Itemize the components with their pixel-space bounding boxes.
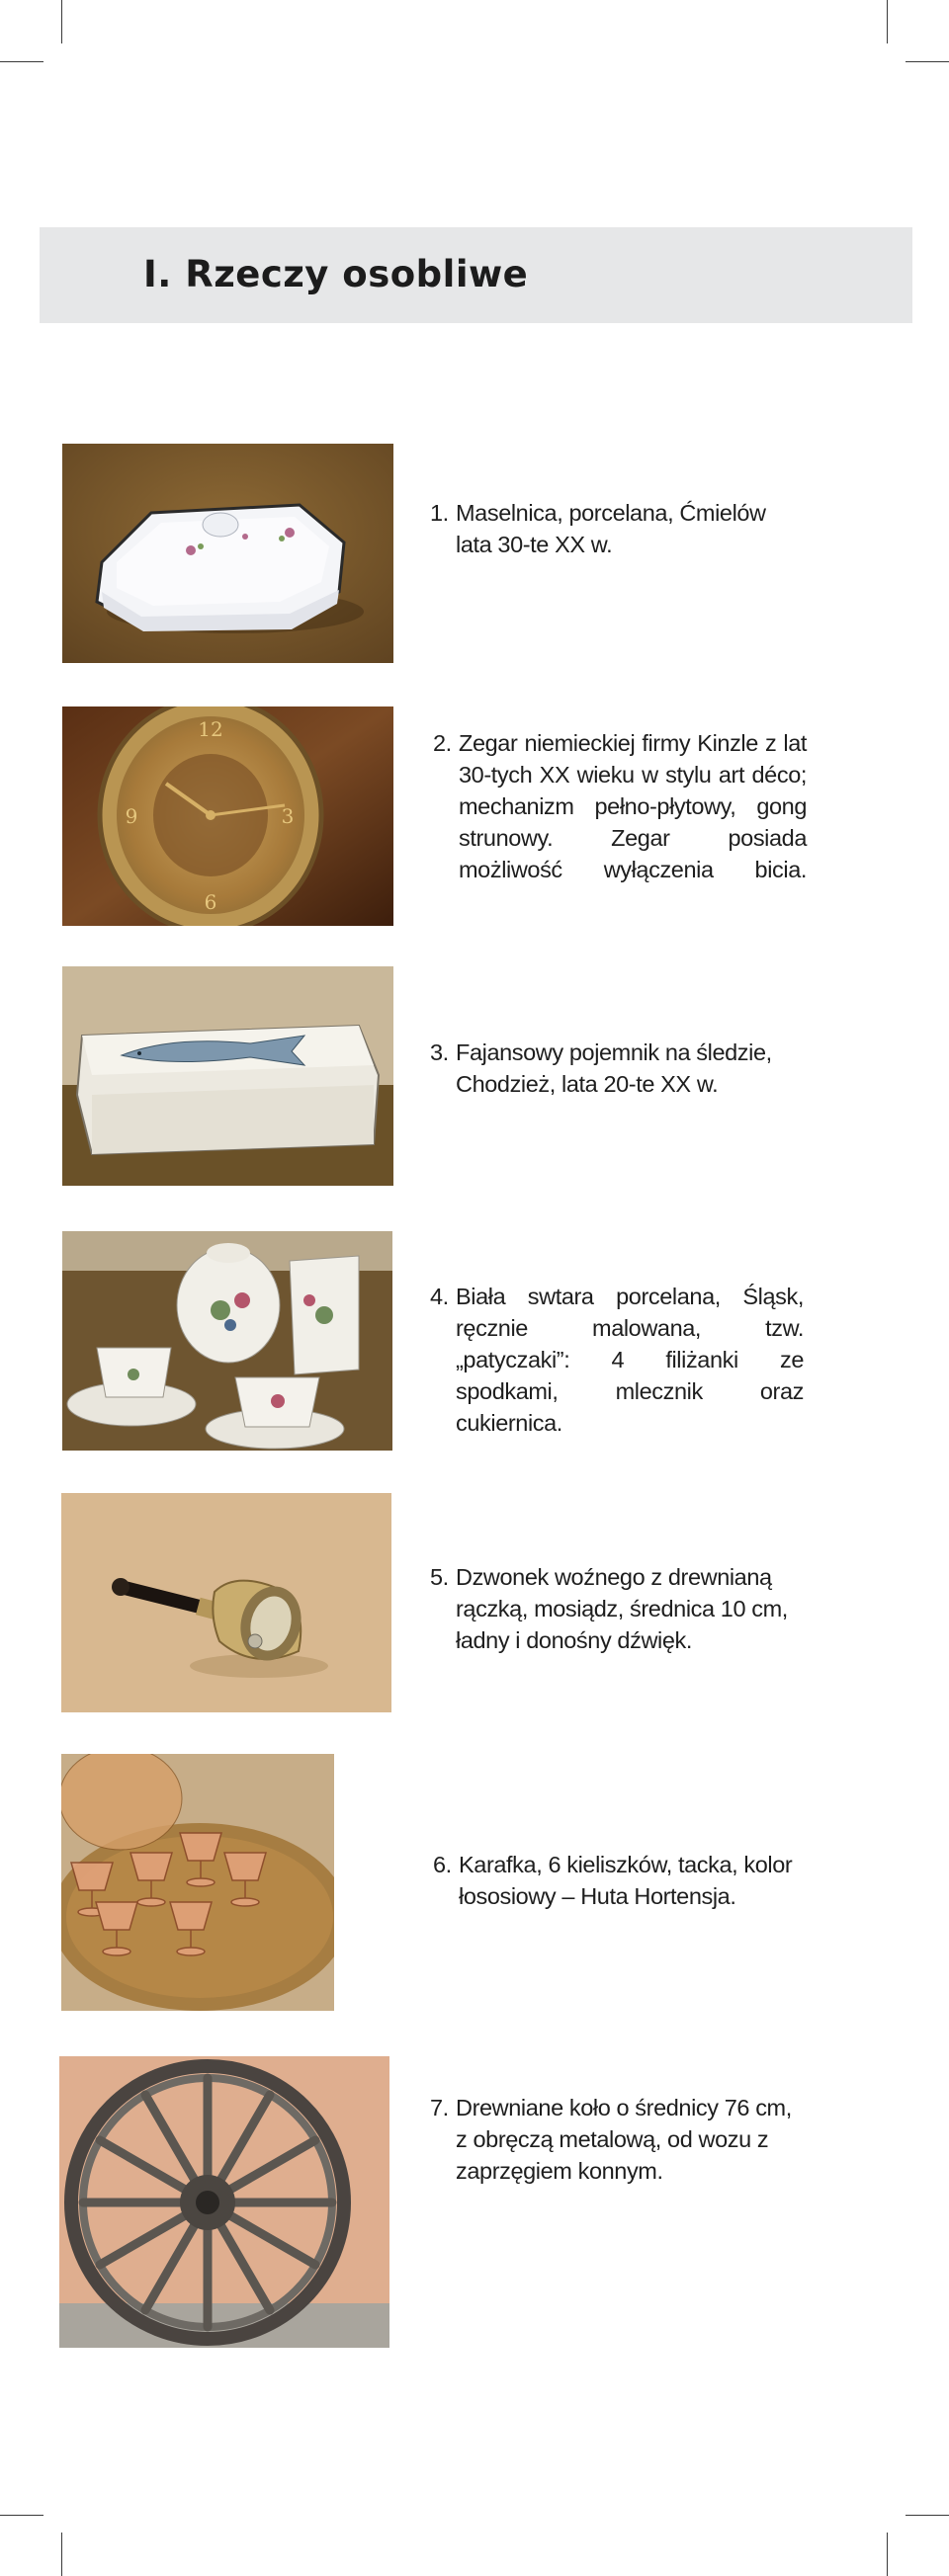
crop-mark (887, 2533, 888, 2576)
item-number: 1. (430, 500, 449, 526)
crop-mark (61, 0, 62, 43)
item-number: 5. (430, 1564, 449, 1590)
butter-dish-photo (62, 444, 393, 663)
page-title: I. Rzeczy osobliwe (143, 253, 529, 295)
svg-text:9: 9 (125, 804, 138, 828)
item-description: Karafka, 6 kieliszków, tacka, kolor łososiowy – Huta Hortensja. (459, 1852, 793, 1909)
svg-text:12: 12 (198, 717, 223, 741)
item-number: 6. (433, 1852, 452, 1877)
wagon-wheel-photo (59, 2056, 389, 2348)
item-7-caption (430, 2092, 796, 2187)
item-number: 2. (433, 730, 452, 756)
clock-photo (62, 706, 393, 926)
porcelain-set-photo (62, 1231, 392, 1451)
item-number: 4. (430, 1284, 449, 1309)
crop-mark (906, 2515, 949, 2516)
bell-photo (61, 1493, 391, 1712)
item-description: Biała swtara porcelana, Śląsk, ręcznie malowana, tzw. „patyczaki”: 4 filiżanki ze spodkami, mlecznik oraz cukiernica. (456, 1284, 804, 1436)
crop-mark (0, 2515, 43, 2516)
section-header (40, 227, 912, 323)
item-number: 7. (430, 2095, 449, 2120)
svg-text:3: 3 (281, 804, 295, 828)
item-description: Maselnica, porcelana, Ćmielów lata 30-te XX w. (456, 500, 766, 557)
crop-mark (61, 2533, 62, 2576)
crop-mark (887, 0, 888, 43)
item-3-caption (430, 1037, 796, 1100)
item-description: Fajansowy pojemnik na śledzie, Chodzież, lata 20-te XX w. (456, 1039, 772, 1097)
item-4-caption (430, 1281, 804, 1470)
item-1-caption (430, 497, 796, 560)
svg-text:6: 6 (204, 890, 217, 914)
item-description: Dzwonek woźnego z drewnianą rączką, mosiądz, średnica 10 cm, ładny i donośny dźwięk. (456, 1564, 788, 1653)
crop-mark (0, 61, 43, 62)
item-5-caption (430, 1561, 796, 1656)
item-6-caption (433, 1849, 799, 1912)
item-description: Zegar niemieckiej firmy Kinzle z lat 30-tych XX wieku w stylu art déco; mechanizm pełno-płytowy, gong strunowy. Zegar posiada możliwość wyłączenia bicia. (459, 730, 807, 882)
item-2-caption (433, 727, 807, 917)
crop-mark (906, 61, 949, 62)
item-description: Drewniane koło o średnicy 76 cm, z obręczą metalową, od wozu z zaprzęgiem konnym. (456, 2095, 792, 2184)
carafe-set-photo (61, 1754, 334, 2011)
herring-box-photo (62, 966, 393, 1186)
item-number: 3. (430, 1039, 449, 1065)
